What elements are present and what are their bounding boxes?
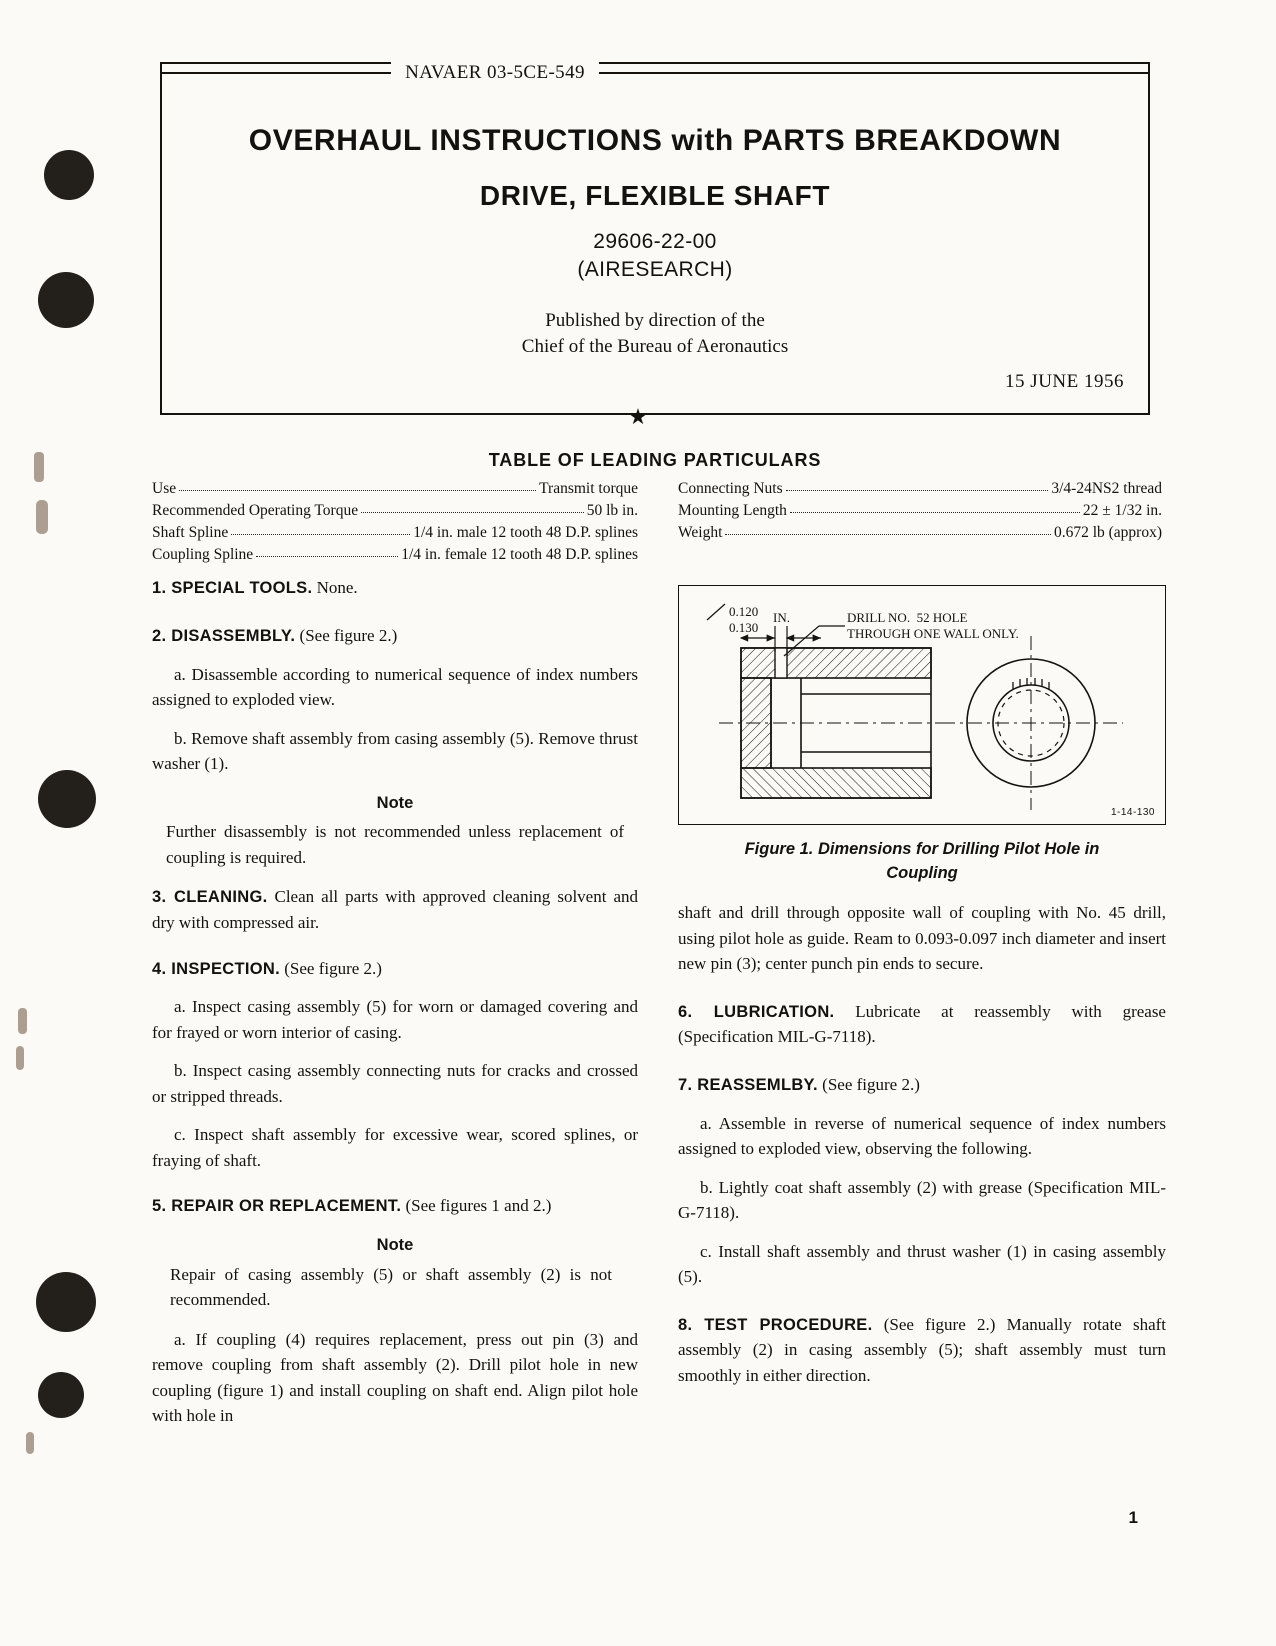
section-2-item-b: b. Remove shaft assembly from casing assembly (5). Remove thrust washer (1). — [152, 728, 638, 773]
section-8 — [678, 1312, 1166, 1389]
drill-callout-line2: THROUGH ONE WALL ONLY. — [847, 626, 1019, 641]
page-smudge — [34, 452, 44, 482]
section-6-text: Lubricate at reassembly with grease (Specification MIL-G-7118). — [678, 1001, 1166, 1047]
published-by — [160, 308, 1150, 359]
section-3 — [152, 884, 638, 935]
dimension-upper: 0.120 — [729, 604, 759, 619]
leader-dots — [256, 546, 398, 557]
publication-date: 15 JUNE 1956 — [1005, 371, 1124, 392]
note-2-body: Repair of casing assembly (5) or shaft assembly (2) is not recommended. — [170, 1264, 612, 1310]
section-8-head: 8. TEST PROCEDURE. — [678, 1315, 873, 1334]
particulars-key: Use — [152, 480, 177, 497]
particulars-heading: TABLE OF LEADING PARTICULARS — [488, 450, 822, 470]
section-7-item-b: b. Lightly coat shaft assembly (2) with grease (Specification MIL-G-7118). — [678, 1177, 1166, 1222]
section-6-head: 6. LUBRICATION. — [678, 1002, 835, 1021]
section-4 — [152, 956, 638, 982]
particulars-key: Weight — [678, 524, 723, 541]
star-ornament: ★ — [628, 404, 648, 429]
part-number: 29606-22-00 — [593, 230, 717, 253]
particulars-value: 0.672 lb (approx) — [1053, 524, 1162, 541]
particulars-key: Mounting Length — [678, 502, 787, 519]
dimension-lower: 0.130 — [729, 620, 759, 635]
particulars-row — [678, 478, 1162, 500]
section-3-head: 3. CLEANING. — [152, 888, 268, 907]
body-column-right — [678, 900, 1166, 1401]
section-1 — [152, 575, 638, 601]
title-block — [160, 62, 1150, 415]
page-smudge — [16, 1046, 24, 1070]
punch-hole — [38, 1372, 84, 1418]
particulars-key: Recommended Operating Torque — [152, 502, 359, 519]
page-smudge — [36, 500, 48, 534]
punch-hole — [36, 1272, 96, 1332]
punch-hole — [44, 150, 94, 200]
particulars-row — [152, 544, 638, 566]
punch-hole — [38, 770, 96, 828]
doc-title-sub: DRIVE, FLEXIBLE SHAFT — [479, 180, 831, 211]
doc-title-main: OVERHAUL INSTRUCTIONS with PARTS BREAKDOWN — [248, 124, 1062, 157]
particulars-key: Shaft Spline — [152, 524, 229, 541]
particulars-value: Transmit torque — [539, 480, 638, 497]
note-1-head: Note — [376, 793, 414, 812]
section-4-head: 4. INSPECTION. — [152, 959, 280, 978]
particulars-row — [152, 522, 638, 544]
section-7-text: (See figure 2.) — [822, 1074, 920, 1094]
leader-dots — [725, 524, 1051, 535]
page-number: 1 — [1128, 1508, 1138, 1527]
note-2-head: Note — [376, 1236, 414, 1254]
header-rule — [160, 72, 1150, 74]
section-2 — [152, 623, 638, 649]
figure-caption-line2: Coupling — [886, 863, 958, 882]
published-by-line2: Chief of the Bureau of Aeronautics — [521, 335, 789, 357]
figure-1-box — [678, 585, 1166, 825]
section-8-text: (See figure 2.) Manually rotate shaft assembly (2) in casing assembly (5); shaft assembly must turn smoothly in either direction. — [678, 1314, 1166, 1385]
particulars-value: 1/4 in. female 12 tooth 48 D.P. splines — [401, 546, 638, 563]
section-7-item-c: c. Install shaft assembly and thrust washer (1) in casing assembly (5). — [678, 1241, 1166, 1286]
figure-1-caption — [678, 838, 1166, 886]
leader-dots — [361, 502, 584, 513]
particulars-right — [678, 478, 1162, 544]
section-2-text: (See figure 2.) — [299, 625, 398, 645]
particulars-value: 22 ± 1/32 in. — [1082, 502, 1162, 519]
section-2-item-a: a. Disassemble according to numerical sequence of index numbers assigned to exploded view. — [152, 664, 638, 709]
section-3-text: Clean all parts with approved cleaning solvent and dry with compressed air. — [152, 887, 638, 932]
particulars-row — [678, 500, 1162, 522]
drill-callout-line1: DRILL NO. 52 HOLE — [847, 610, 968, 625]
particulars-value: 3/4-24NS2 thread — [1051, 480, 1162, 497]
naveer-code: NAVAER 03-5CE-549 — [391, 62, 599, 83]
section-2-head: 2. DISASSEMBLY. — [152, 626, 296, 645]
particulars-row — [152, 500, 638, 522]
leader-dots — [231, 524, 410, 535]
section-4-text: (See figure 2.) — [284, 958, 382, 978]
section-6 — [678, 999, 1166, 1050]
section-7 — [678, 1072, 1166, 1098]
figure-id: 1-14-130 — [1110, 807, 1155, 818]
section-5-head: 5. REPAIR OR REPLACEMENT. — [152, 1197, 402, 1216]
particulars-key: Connecting Nuts — [678, 480, 783, 497]
section-7-head: 7. REASSEMLBY. — [678, 1075, 818, 1094]
section-5-item-a-continued: shaft and drill through opposite wall of coupling with No. 45 drill, using pilot hole as guide. Ream to 0.093-0.097 inch diameter and insert new pin (3); center punch pin ends to secure. — [678, 903, 1166, 973]
section-7-item-a: a. Assemble in reverse of numerical sequence of index numbers assigned to exploded view, observing the following. — [678, 1113, 1166, 1158]
particulars-row — [678, 522, 1162, 544]
particulars-value: 1/4 in. male 12 tooth 48 D.P. splines — [413, 524, 638, 541]
particulars-value: 50 lb in. — [586, 502, 638, 519]
section-1-head: 1. SPECIAL TOOLS. — [152, 579, 313, 597]
section-5-item-a: a. If coupling (4) requires replacement, press out pin (3) and remove coupling from shaft assembly (2). Drill pilot hole in new coupling (figure 1) and install coupling on shaft end. Align pilot hole with hole in — [152, 1329, 638, 1426]
note-1-body: Further disassembly is not recommended unless replacement of coupling is required. — [166, 822, 624, 867]
published-by-line1: Published by direction of the — [545, 310, 765, 331]
leader-dots — [786, 480, 1049, 491]
page-smudge — [18, 1008, 27, 1034]
section-4-item-a: a. Inspect casing assembly (5) for worn or damaged covering and for frayed or worn interior of casing. — [152, 997, 638, 1042]
section-4-item-b: b. Inspect casing assembly connecting nuts for cracks and crossed or stripped threads. — [152, 1061, 638, 1106]
leader-dots — [790, 502, 1080, 513]
section-5 — [152, 1193, 638, 1219]
particulars-left — [152, 478, 638, 566]
particulars-key: Coupling Spline — [152, 546, 254, 563]
figure-caption-line1: Figure 1. Dimensions for Drilling Pilot Hole in — [744, 840, 1100, 858]
leader-dots — [179, 480, 536, 491]
body-column-left — [152, 575, 638, 1442]
section-1-text: None. — [316, 578, 358, 597]
section-4-item-c: c. Inspect shaft assembly for excessive wear, scored splines, or fraying of shaft. — [152, 1125, 638, 1170]
section-5-text: (See figures 1 and 2.) — [405, 1196, 552, 1216]
manufacturer: (AIRESEARCH) — [577, 258, 733, 281]
dimension-unit: IN. — [773, 610, 790, 625]
particulars-row — [152, 478, 638, 500]
page-smudge — [26, 1432, 34, 1454]
punch-hole — [38, 272, 94, 328]
